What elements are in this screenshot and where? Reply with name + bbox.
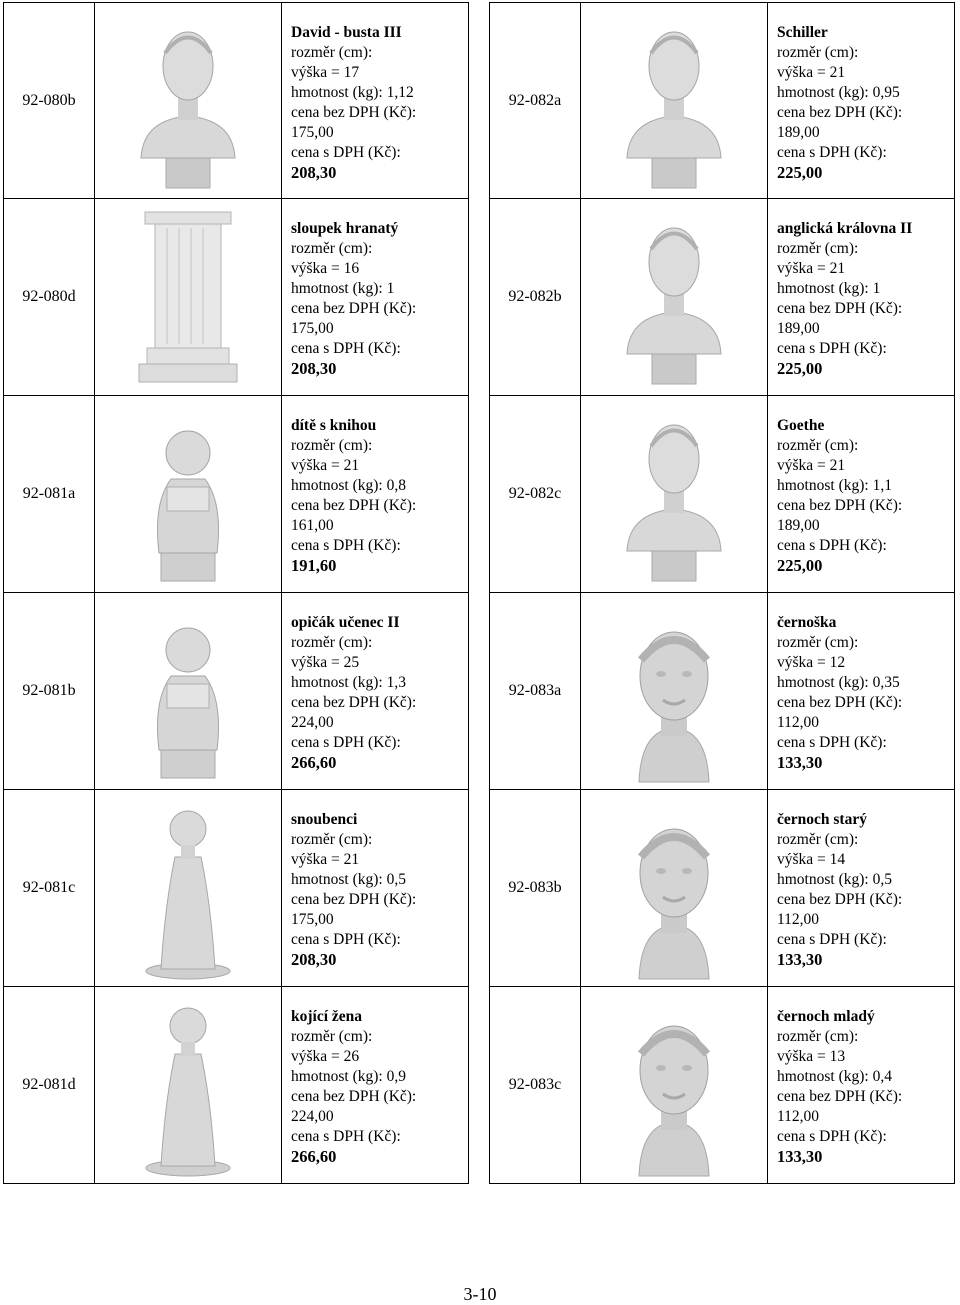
price-no-vat-value: 161,00 — [291, 517, 334, 534]
size-label: rozměr (cm): — [291, 240, 373, 257]
product-description — [768, 3, 954, 198]
height-value: 26 — [343, 1048, 360, 1065]
price-vat-value: 225,00 — [777, 163, 823, 182]
weight-value: 0,95 — [872, 84, 900, 101]
page-number: 3-10 — [463, 1284, 497, 1304]
weight-line — [291, 279, 468, 299]
price-no-vat-value: 112,00 — [777, 1108, 820, 1125]
product-entry — [489, 2, 955, 199]
size-label: rozměr (cm): — [291, 634, 373, 651]
price-no-vat-value: 189,00 — [777, 320, 820, 337]
size-label: rozměr (cm): — [777, 831, 859, 848]
product-description — [768, 987, 954, 1183]
weight-label: hmotnost (kg): — [291, 674, 383, 691]
product-name: kojící žena — [291, 1008, 363, 1025]
price-vat-label: cena s DPH (Kč): — [291, 144, 401, 161]
product-name: černoška — [777, 614, 837, 631]
product-photo — [581, 3, 768, 198]
weight-label: hmotnost (kg): — [291, 477, 383, 494]
size-label: rozměr (cm): — [291, 437, 373, 454]
height-line — [777, 456, 954, 476]
price-vat-value: 133,30 — [777, 753, 823, 772]
price-vat-label: cena s DPH (Kč): — [291, 537, 401, 554]
height-label: výška = — [291, 64, 340, 81]
height-label: výška = — [777, 457, 826, 474]
weight-label: hmotnost (kg): — [291, 1068, 383, 1085]
weight-value: 1,3 — [386, 674, 406, 691]
weight-value: 1,12 — [386, 84, 414, 101]
product-photo — [581, 396, 768, 592]
weight-line — [291, 870, 468, 890]
weight-label: hmotnost (kg): — [291, 280, 383, 297]
weight-label: hmotnost (kg): — [777, 871, 869, 888]
product-name: Schiller — [777, 24, 828, 41]
product-entry — [3, 396, 469, 593]
size-label: rozměr (cm): — [777, 437, 859, 454]
weight-value: 1 — [386, 280, 395, 297]
product-entry — [489, 987, 955, 1184]
weight-value: 1 — [872, 280, 881, 297]
height-line — [291, 653, 468, 673]
product-photo — [95, 987, 282, 1183]
weight-label: hmotnost (kg): — [777, 674, 869, 691]
product-code: 92-081c — [4, 790, 95, 986]
product-code: 92-081a — [4, 396, 95, 592]
weight-label: hmotnost (kg): — [777, 1068, 869, 1085]
weight-line — [777, 83, 954, 103]
size-label: rozměr (cm): — [777, 44, 859, 61]
price-no-vat-label: cena bez DPH (Kč): — [777, 1088, 903, 1105]
product-photo — [581, 790, 768, 986]
price-no-vat-value: 112,00 — [777, 911, 820, 928]
product-description — [282, 199, 468, 395]
product-entry — [3, 987, 469, 1184]
price-vat-label: cena s DPH (Kč): — [777, 931, 887, 948]
size-label: rozměr (cm): — [777, 240, 859, 257]
product-name: anglická královna II — [777, 220, 913, 237]
price-no-vat-label: cena bez DPH (Kč): — [777, 891, 903, 908]
weight-label: hmotnost (kg): — [777, 477, 869, 494]
product-description — [768, 790, 954, 986]
catalog-row — [3, 593, 955, 790]
weight-value: 0,8 — [386, 477, 406, 494]
product-description — [768, 593, 954, 789]
price-no-vat-label: cena bez DPH (Kč): — [777, 497, 903, 514]
product-entry — [489, 199, 955, 396]
weight-label: hmotnost (kg): — [291, 871, 383, 888]
price-vat-value: 225,00 — [777, 359, 823, 378]
weight-line — [291, 476, 468, 496]
price-vat-label: cena s DPH (Kč): — [777, 340, 887, 357]
catalog-row — [3, 2, 955, 199]
product-code: 92-081d — [4, 987, 95, 1183]
product-code: 92-083b — [490, 790, 581, 986]
price-vat-label: cena s DPH (Kč): — [777, 144, 887, 161]
price-no-vat-label: cena bez DPH (Kč): — [291, 891, 417, 908]
product-description — [282, 396, 468, 592]
size-label: rozměr (cm): — [291, 831, 373, 848]
price-vat-value: 133,30 — [777, 950, 823, 969]
height-line — [777, 653, 954, 673]
catalog-row — [3, 396, 955, 593]
price-no-vat-label: cena bez DPH (Kč): — [291, 694, 417, 711]
height-value: 21 — [829, 64, 846, 81]
weight-label: hmotnost (kg): — [777, 84, 869, 101]
price-vat-value: 133,30 — [777, 1147, 823, 1166]
weight-value: 0,35 — [872, 674, 900, 691]
price-no-vat-label: cena bez DPH (Kč): — [291, 300, 417, 317]
weight-label: hmotnost (kg): — [291, 84, 383, 101]
price-no-vat-value: 175,00 — [291, 320, 334, 337]
weight-value: 0,4 — [872, 1068, 892, 1085]
product-name: snoubenci — [291, 811, 358, 828]
product-entry — [489, 593, 955, 790]
product-code: 92-081b — [4, 593, 95, 789]
price-vat-label: cena s DPH (Kč): — [291, 1128, 401, 1145]
height-value: 21 — [829, 457, 846, 474]
price-no-vat-label: cena bez DPH (Kč): — [777, 694, 903, 711]
price-no-vat-label: cena bez DPH (Kč): — [777, 104, 903, 121]
product-description — [768, 199, 954, 395]
product-code: 92-080b — [4, 3, 95, 198]
product-photo — [95, 3, 282, 198]
height-value: 13 — [829, 1048, 846, 1065]
size-label: rozměr (cm): — [777, 1028, 859, 1045]
product-code: 92-082a — [490, 3, 581, 198]
price-vat-value: 266,60 — [291, 753, 337, 772]
price-no-vat-value: 175,00 — [291, 911, 334, 928]
height-value: 14 — [829, 851, 846, 868]
price-vat-value: 208,30 — [291, 950, 337, 969]
catalog-row — [3, 987, 955, 1184]
price-vat-label: cena s DPH (Kč): — [291, 340, 401, 357]
weight-line — [777, 279, 954, 299]
height-label: výška = — [777, 851, 826, 868]
height-value: 16 — [343, 260, 360, 277]
height-label: výška = — [291, 851, 340, 868]
product-name: Goethe — [777, 417, 825, 434]
weight-label: hmotnost (kg): — [777, 280, 869, 297]
price-no-vat-value: 224,00 — [291, 1108, 334, 1125]
height-line — [777, 259, 954, 279]
price-vat-label: cena s DPH (Kč): — [777, 537, 887, 554]
product-code: 92-082b — [490, 199, 581, 395]
product-name: dítě s knihou — [291, 417, 377, 434]
price-vat-label: cena s DPH (Kč): — [777, 734, 887, 751]
height-label: výška = — [291, 260, 340, 277]
price-no-vat-label: cena bez DPH (Kč): — [291, 1088, 417, 1105]
height-value: 21 — [829, 260, 846, 277]
product-entry — [489, 790, 955, 987]
height-value: 25 — [343, 654, 360, 671]
weight-value: 0,5 — [872, 871, 892, 888]
product-code: 92-083c — [490, 987, 581, 1183]
product-name: černoch starý — [777, 811, 867, 828]
price-vat-value: 225,00 — [777, 556, 823, 575]
price-no-vat-value: 224,00 — [291, 714, 334, 731]
weight-line — [777, 1067, 954, 1087]
height-label: výška = — [291, 654, 340, 671]
height-label: výška = — [777, 64, 826, 81]
product-description — [768, 396, 954, 592]
product-entry — [3, 199, 469, 396]
weight-line — [291, 83, 468, 103]
weight-line — [291, 673, 468, 693]
product-photo — [581, 199, 768, 395]
catalog-row — [3, 790, 955, 987]
weight-line — [777, 870, 954, 890]
price-no-vat-value: 189,00 — [777, 517, 820, 534]
product-entry — [3, 790, 469, 987]
product-photo — [581, 987, 768, 1183]
product-description — [282, 3, 468, 198]
product-entry — [3, 2, 469, 199]
price-no-vat-label: cena bez DPH (Kč): — [777, 300, 903, 317]
price-vat-value: 208,30 — [291, 359, 337, 378]
catalog-row — [3, 199, 955, 396]
size-label: rozměr (cm): — [291, 44, 373, 61]
height-value: 17 — [343, 64, 360, 81]
height-value: 12 — [829, 654, 846, 671]
product-code: 92-083a — [490, 593, 581, 789]
product-name: opičák učenec II — [291, 614, 400, 631]
price-vat-value: 191,60 — [291, 556, 337, 575]
price-vat-label: cena s DPH (Kč): — [777, 1128, 887, 1145]
weight-value: 0,5 — [386, 871, 406, 888]
price-no-vat-value: 112,00 — [777, 714, 820, 731]
size-label: rozměr (cm): — [291, 1028, 373, 1045]
price-vat-value: 266,60 — [291, 1147, 337, 1166]
product-name: sloupek hranatý — [291, 220, 399, 237]
price-no-vat-label: cena bez DPH (Kč): — [291, 104, 417, 121]
weight-line — [777, 476, 954, 496]
height-line — [777, 63, 954, 83]
price-no-vat-value: 175,00 — [291, 124, 334, 141]
height-line — [777, 850, 954, 870]
product-entry — [3, 593, 469, 790]
height-line — [291, 259, 468, 279]
price-vat-value: 208,30 — [291, 163, 337, 182]
product-photo — [581, 593, 768, 789]
height-line — [291, 1047, 468, 1067]
height-line — [291, 63, 468, 83]
price-vat-label: cena s DPH (Kč): — [291, 931, 401, 948]
height-label: výška = — [777, 1048, 826, 1065]
product-code: 92-080d — [4, 199, 95, 395]
price-no-vat-label: cena bez DPH (Kč): — [291, 497, 417, 514]
product-name: David - busta III — [291, 24, 402, 41]
product-photo — [95, 199, 282, 395]
product-entry — [489, 396, 955, 593]
height-line — [291, 850, 468, 870]
height-line — [777, 1047, 954, 1067]
height-label: výška = — [291, 457, 340, 474]
size-label: rozměr (cm): — [777, 634, 859, 651]
height-label: výška = — [777, 260, 826, 277]
height-label: výška = — [291, 1048, 340, 1065]
weight-line — [291, 1067, 468, 1087]
weight-line — [777, 673, 954, 693]
price-no-vat-value: 189,00 — [777, 124, 820, 141]
weight-value: 0,9 — [386, 1068, 406, 1085]
product-name: černoch mladý — [777, 1008, 875, 1025]
height-value: 21 — [343, 851, 360, 868]
weight-value: 1,1 — [872, 477, 892, 494]
height-value: 21 — [343, 457, 360, 474]
product-photo — [95, 396, 282, 592]
product-photo — [95, 790, 282, 986]
product-description — [282, 593, 468, 789]
price-vat-label: cena s DPH (Kč): — [291, 734, 401, 751]
product-grid — [3, 2, 955, 1184]
height-line — [291, 456, 468, 476]
product-photo — [95, 593, 282, 789]
product-code: 92-082c — [490, 396, 581, 592]
product-description — [282, 987, 468, 1183]
height-label: výška = — [777, 654, 826, 671]
product-description — [282, 790, 468, 986]
